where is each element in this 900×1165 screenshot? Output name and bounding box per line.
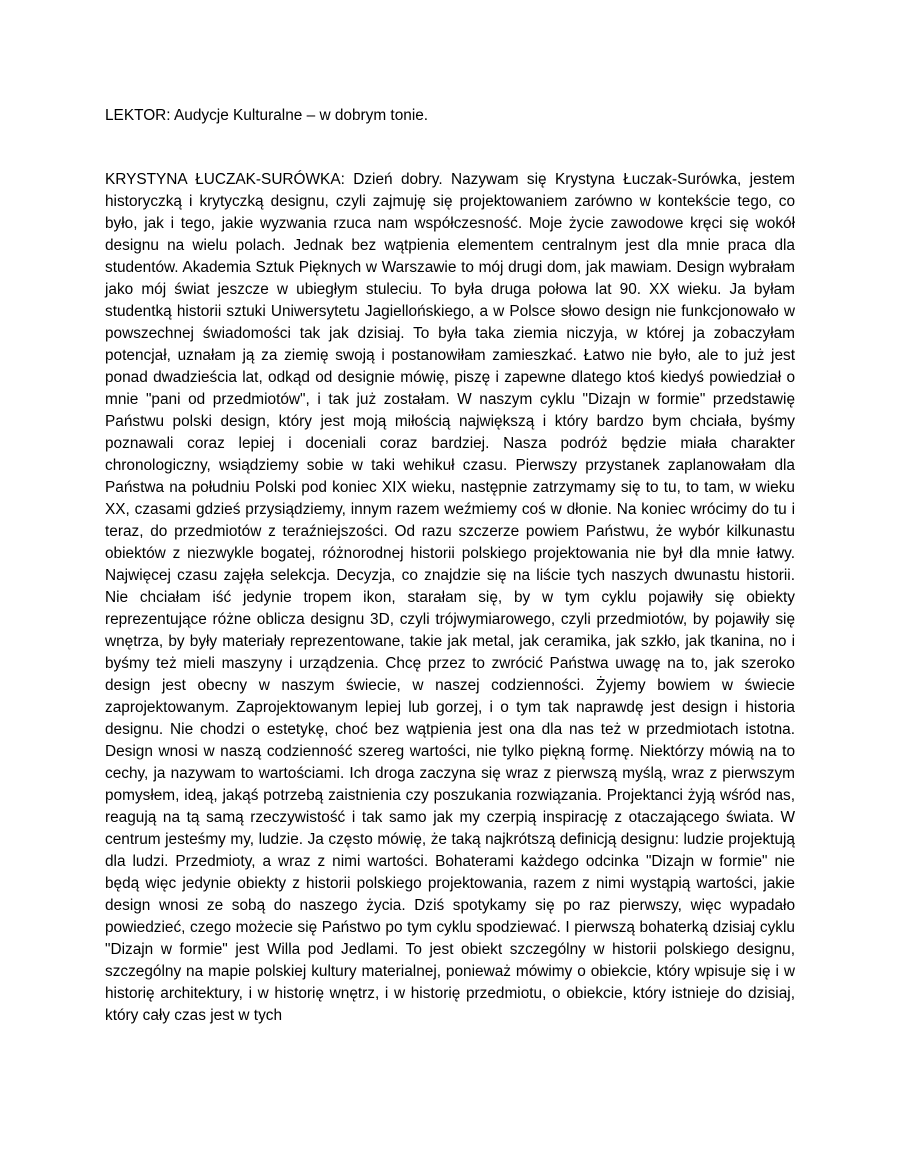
speech-paragraph: KRYSTYNA ŁUCZAK-SURÓWKA: Dzień dobry. Nazywam się Krystyna Łuczak-Surówka, jestem historyczką i krytyczką designu, czyli zajmuję się projektowaniem zarówno w kontekście tego, co było, jak i tego, jakie wyzwania rzuca nam współczesność. Moje życie zawodowe kręci się wokół designu na wielu polach. Jednak bez wątpienia elementem centralnym jest dla mnie praca dla studentów. Akademia Sztuk Pięknych w Warszawie to mój drugi dom, jak mawiam. Design wybrałam jako mój świat jeszcze w ubiegłym stuleciu. To była druga połowa lat 90. XX wieku. Ja byłam studentką historii sztuki Uniwersytetu Jagiellońskiego, a w Polsce słowo design nie funkcjonowało w powszechnej świadomości tak jak dzisiaj. To była taka ziemia niczyja, w której ja zobaczyłam potencjał, uznałam ją za ziemię swoją i postanowiłam zamieszkać. Łatwo nie było, ale to już jest ponad dwadzieścia lat, odkąd od designie mówię, piszę i zapewne dlatego ktoś kiedyś powiedział o mnie "pani od przedmiotów", i tak już zostałam. W naszym cyklu "Dizajn w formie" przedstawię Państwu polski design, który jest moją miłością największą i który bardzo bym chciała, byśmy poznawali coraz lepiej i doceniali coraz bardziej. Nasza podróż będzie miała charakter chronologiczny, wsiądziemy sobie w taki wehikuł czasu. Pierwszy przystanek zaplanowałam dla Państwa na południu Polski pod koniec XIX wieku, następnie zatrzymamy się to tu, to tam, w wieku XX, czasami gdzieś przysiądziemy, innym razem weźmiemy coś w dłonie. Na koniec wrócimy do tu i teraz, do przedmiotów z teraźniejszości. Od razu szczerze powiem Państwu, że wybór kilkunastu obiektów z niezwykle bogatej, różnorodnej historii polskiego projektowania nie był dla mnie łatwy. Najwięcej czasu zajęła selekcja. Decyzja, co znajdzie się na liście tych naszych dwunastu historii. Nie chciałam iść jedynie tropem ikon, starałam się, by w tym cyklu pojawiły się obiekty reprezentujące różne oblicza designu 3D, czyli trójwymiarowego, czyli przedmiotów, by pojawiły się wnętrza, by były materiały reprezentowane, takie jak metal, jak ceramika, jak szkło, jak tkanina, no i byśmy też mieli maszyny i urządzenia. Chcę przez to zwrócić Państwa uwagę na to, jak szeroko design jest obecny w naszym świecie, w naszej codzienności. Żyjemy bowiem w świecie zaprojektowanym. Zaprojektowanym lepiej lub gorzej, i o tym tak naprawdę jest design i historia designu. Nie chodzi o estetykę, choć bez wątpienia jest ona dla nas też w przedmiotach istotna. Design wnosi w naszą codzienność szereg wartości, nie tylko piękną formę. Niektórzy mówią na to cechy, ja nazywam to wartościami. Ich droga zaczyna się wraz z pierwszą myślą, wraz z pierwszym pomysłem, ideą, jakąś potrzebą zaistnienia czy poszukania rozwiązania. Projektanci żyją wśród nas, reagują na tą samą rzeczywistość i tak samo jak my czerpią inspirację z otaczającego świata. W centrum jesteśmy my, ludzie. Ja często mówię, że taką najkrótszą definicją designu: ludzie projektują dla ludzi. Przedmioty, a wraz z nimi wartości. Bohaterami każdego odcinka "Dizajn w formie" nie będą więc jedynie obiekty z historii polskiego projektowania, razem z nimi wystąpią wartości, jakie design wnosi ze sobą do naszego życia. Dziś spotykamy się po raz pierwszy, więc wypadało powiedzieć, czego możecie się Państwo po tym cyklu spodziewać. I pierwszą bohaterką dzisiaj cyklu "Dizajn w formie" jest Willa pod Jedlami. To jest obiekt szczególny w historii polskiego designu, szczególny na mapie polskiej kultury materialnej, ponieważ mówimy o obiekcie, który wpisuje się i w historię architektury, i w historię wnętrz, i w historię przedmiotu, o obiekcie, który istnieje do dzisiaj, który cały czas jest w tych xyxy=(105,171,795,1024)
lektor-line: LEKTOR: Audycje Kulturalne – w dobrym tonie. xyxy=(105,107,429,124)
